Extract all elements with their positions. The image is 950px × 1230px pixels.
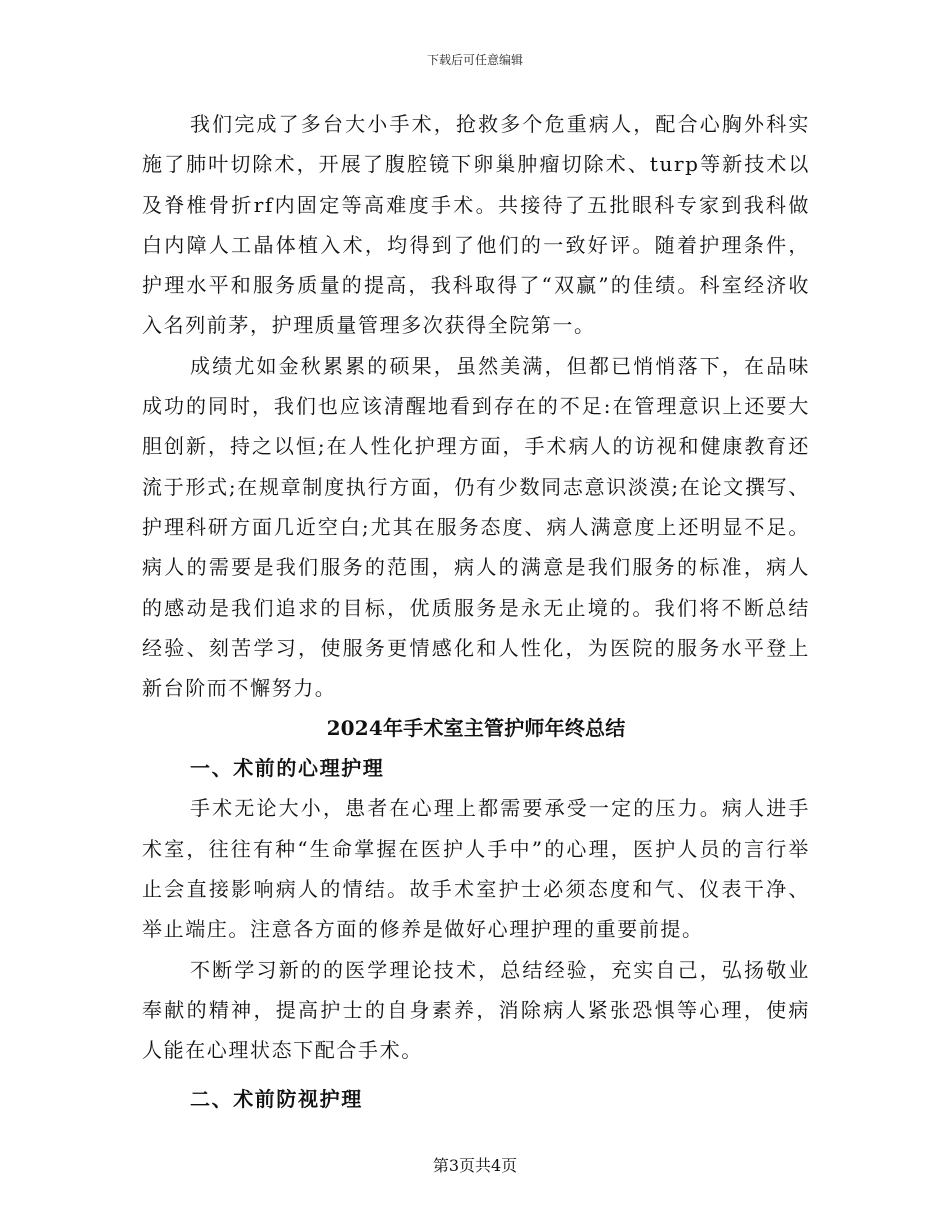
page-number: 第3页共4页 <box>432 1156 518 1175</box>
document-title: 2024年手术室主管护师年终总结 <box>326 716 626 741</box>
page-header-note: 下载后可任意编辑 <box>426 53 523 67</box>
document-body <box>142 104 810 1119</box>
paragraph-psychological-pressure: 手术无论大小，患者在心理上都需要承受一定的压力。病人进手术室，往往有种“生命掌握在医护人手中”的心理，医护人员的言行举止会直接影响病人的情结。故手术室护士必须态度和气、仪表干净、举止端庄。注意各方面的修养是做好心理护理的重要前提。 <box>142 796 810 942</box>
paragraph-continuous-learning: 不断学习新的的医学理论技术，总结经验，充实自己，弘扬敬业奉献的精神，提高护士的自身素养，消除病人紧张恐惧等心理，使病人能在心理状态下配合手术。 <box>142 957 810 1063</box>
paragraph-shortcomings: 成绩尤如金秋累累的硕果，虽然美满，但都已悄悄落下，在品味成功的同时，我们也应该清醒地看到存在的不足:在管理意识上还要大胆创新，持之以恒;在人性化护理方面，手术病人的访视和健康教育还流于形式;在规章制度执行方面，仍有少数同志意识淡漠;在论文撰写、护理科研方面几近空白;尤其在服务态度、病人满意度上还明显不足。病人的需要是我们服务的范围，病人的满意是我们服务的标准，病人的感动是我们追求的目标，优质服务是永无止境的。我们将不断总结经验、刻苦学习，使服务更情感化和人性化，为医院的服务水平登上新台阶而不懈努力。 <box>142 353 810 701</box>
paragraph-surgery-achievements: 我们完成了多台大小手术，抢救多个危重病人，配合心胸外科实施了肺叶切除术，开展了腹腔镜下卵巢肿瘤切除术、turp等新技术以及脊椎骨折rf内固定等高难度手术。共接待了五批眼科专家到我科做白内障人工晶体植入术，均得到了他们的一致好评。随着护理条件，护理水平和服务质量的提高，我科取得了“双赢”的佳绩。科室经济收入名列前茅，护理质量管理多次获得全院第一。 <box>142 112 810 338</box>
section-heading-preop-visit: 二、术前防视护理 <box>190 1086 363 1111</box>
section-heading-psychological-care: 一、术前的心理护理 <box>190 756 385 781</box>
